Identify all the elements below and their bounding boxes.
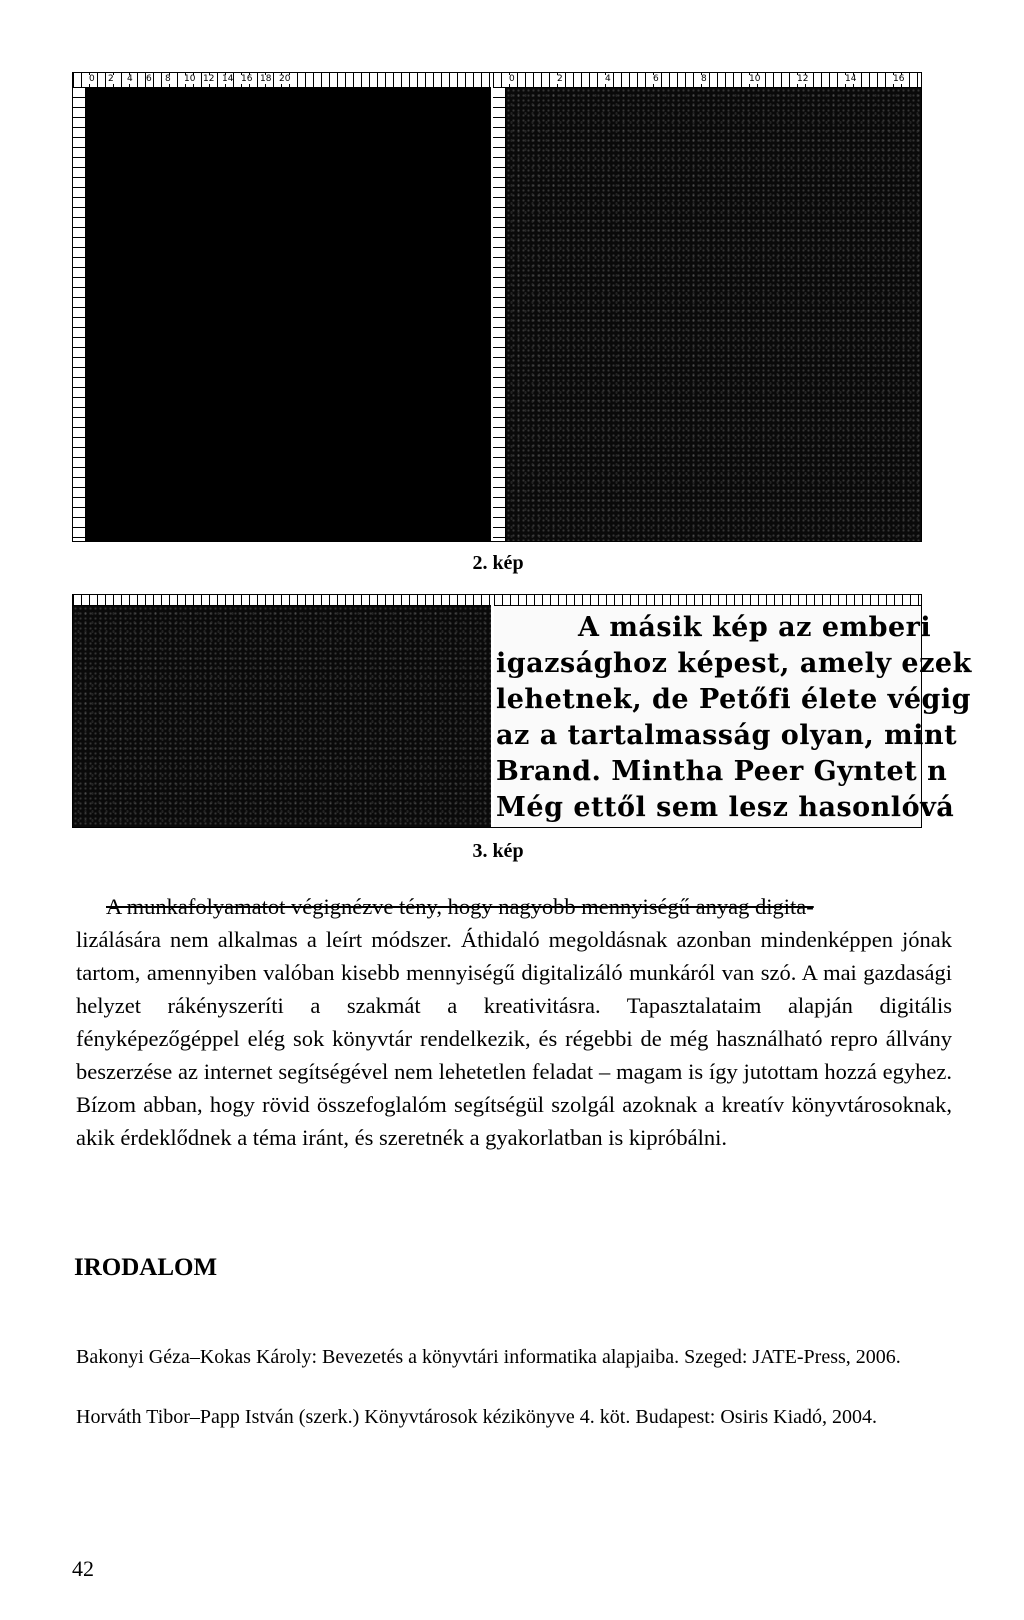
ruler-number: 12 xyxy=(203,74,215,84)
ruler-number: 4 xyxy=(127,74,133,84)
ruler-number: 16 xyxy=(241,74,253,84)
ruler-number: 12 xyxy=(797,74,809,84)
figure-3-text-line: igazsághoz képest, amely ezek xyxy=(496,648,972,679)
ruler-number: 8 xyxy=(701,74,707,84)
figure-2-right-vertical-ruler xyxy=(493,87,506,541)
figure-2-caption: 2. kép xyxy=(472,552,524,574)
figure-3-caption: 3. kép xyxy=(472,840,524,862)
struck-text: A munkafolyamatot végignézve tény, hogy nagyobb mennyiségű anyag digita- xyxy=(106,894,814,919)
ruler-number: 2 xyxy=(108,74,114,84)
ruler-number: 14 xyxy=(845,74,857,84)
ruler-number: 20 xyxy=(279,74,291,84)
figure-3-text-line: Brand. Mintha Peer Gyntet n xyxy=(496,756,948,787)
ruler-number: 10 xyxy=(184,74,196,84)
figure-3-text-line: az a tartalmasság olyan, mint xyxy=(496,720,958,751)
ruler-number: 0 xyxy=(509,74,515,84)
ruler-number: 18 xyxy=(260,74,272,84)
ruler-number: 6 xyxy=(146,74,152,84)
ruler-number: 8 xyxy=(165,74,171,84)
figure-2-right-noisy-scan xyxy=(506,88,921,541)
figure-3-text-line: A másik kép az emberi xyxy=(578,612,932,643)
references-heading: IRODALOM xyxy=(74,1254,218,1281)
figure-3-text-line: Még ettől sem lesz hasonlóvá xyxy=(496,792,955,823)
ruler-number: 4 xyxy=(605,74,611,84)
page-number: 42 xyxy=(72,1556,94,1581)
reference-item xyxy=(76,1402,952,1432)
ruler-number: 0 xyxy=(89,74,95,84)
figure-3-left-ruler xyxy=(73,595,491,606)
figure-2-image xyxy=(72,72,922,542)
ruler-number: 6 xyxy=(653,74,659,84)
ruler-number: 2 xyxy=(557,74,563,84)
figure-3-right-ruler xyxy=(494,595,921,606)
figure-3-text-line: lehetnek, de Petőfi élete végig xyxy=(496,684,972,715)
body-paragraph xyxy=(76,890,952,1154)
reference-text: Horváth Tibor–Papp István (szerk.) Könyvtárosok kézikönyve 4. köt. Budapest: Osiris Kiadó, 2004. xyxy=(76,1406,878,1428)
figure-2-left-vertical-ruler xyxy=(73,87,86,541)
reference-text: Bakonyi Géza–Kokas Károly: Bevezetés a könyvtári informatika alapjaiba. Szeged: JATE-Press, 2006. xyxy=(76,1346,901,1368)
figure-3-right-text-scan xyxy=(494,606,972,827)
figure-3-left-noisy-scan xyxy=(73,606,491,827)
figure-2-left-dark-scan xyxy=(86,88,491,541)
ruler-number: 16 xyxy=(893,74,905,84)
reference-item xyxy=(76,1342,952,1372)
ruler-number: 10 xyxy=(749,74,761,84)
ruler-number: 14 xyxy=(222,74,234,84)
figure-3-image xyxy=(72,594,972,828)
paragraph-continuation: lizálására nem alkalmas a leírt módszer. Áthidaló megoldásnak azonban mindenképpen jónak tartom, amennyiben valóban kisebb mennyiségű digitalizáló munkáról van szó. A mai gazdasági helyzet rákényszeríti a szakmát a kreativitásra. Tapasztalataim alapján digitális fényképezőgéppel elég sok könyvtár rendelkezik, és régebbi de még használható repro állvány beszerzése az internet segítségével nem lehetetlen feladat – magam is így jutottam hozzá egyhez. Bízom abban, hogy rövid összefoglalóm segítségül szolgál azoknak a kreatív könyvtárosoknak, akik érdeklődnek a téma iránt, és szeretnék a gyakorlatban is kipróbálni. xyxy=(76,927,952,1150)
